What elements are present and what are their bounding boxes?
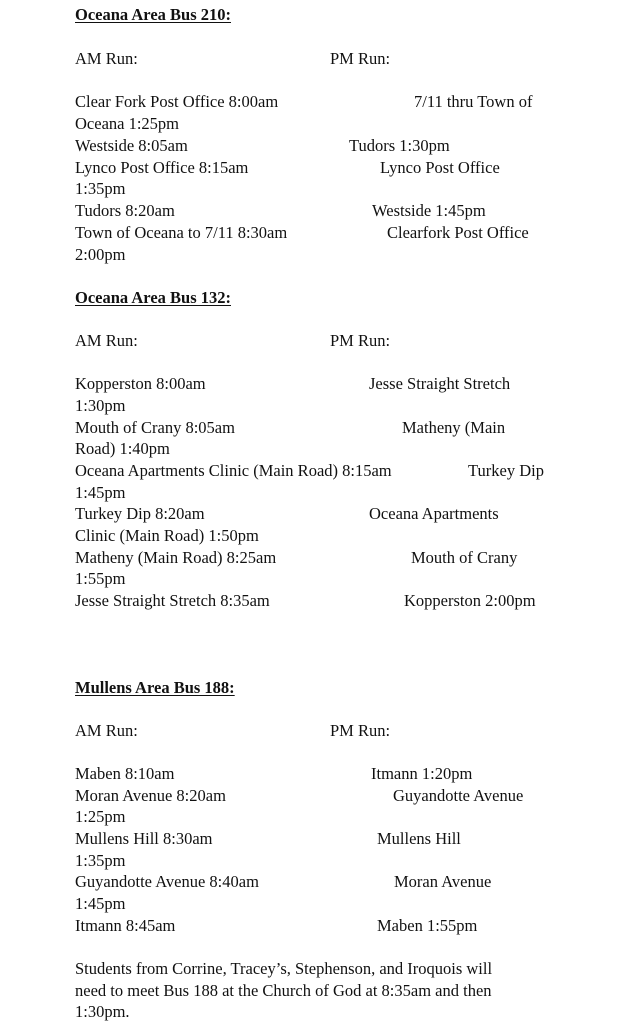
am-stop-continued: 2:00pm: [75, 245, 126, 264]
pm-run-label: PM Run:: [330, 721, 391, 740]
pm-stop: Turkey Dip: [468, 461, 544, 480]
am-stop: Maben 8:10am: [75, 764, 175, 783]
pm-stop: Maben 1:55pm: [377, 916, 478, 935]
footer-note-line: 1:30pm.: [75, 1002, 130, 1021]
pm-stop: Clearfork Post Office: [387, 223, 529, 242]
am-stop: Tudors 8:20am: [75, 201, 175, 220]
am-run-label: AM Run:: [75, 721, 138, 740]
am-stop-continued: 1:45pm: [75, 894, 126, 913]
footer-note-line: need to meet Bus 188 at the Church of God at 8:35am and then: [75, 981, 492, 1000]
footer-note-line: Students from Corrine, Tracey’s, Stephenson, and Iroquois will: [75, 959, 493, 978]
section-title-bus-210: Oceana Area Bus 210:: [75, 5, 231, 24]
am-stop: Lynco Post Office 8:15am: [75, 158, 249, 177]
am-stop: Mouth of Crany 8:05am: [75, 418, 235, 437]
pm-stop: Tudors 1:30pm: [349, 136, 450, 155]
pm-stop: Kopperston 2:00pm: [404, 591, 536, 610]
pm-stop: Jesse Straight Stretch: [369, 374, 511, 393]
am-stop: Westside 8:05am: [75, 136, 188, 155]
am-stop-continued: Clinic (Main Road) 1:50pm: [75, 526, 259, 545]
pm-stop: Moran Avenue: [394, 872, 492, 891]
am-stop-continued: 1:35pm: [75, 851, 126, 870]
am-stop-continued: 1:35pm: [75, 179, 126, 198]
pm-stop: Matheny (Main: [402, 418, 506, 437]
am-stop: Matheny (Main Road) 8:25am: [75, 548, 277, 567]
pm-stop: 7/11 thru Town of: [414, 92, 533, 111]
am-stop: Moran Avenue 8:20am: [75, 786, 226, 805]
am-stop-continued: 1:45pm: [75, 483, 126, 502]
pm-stop: Mouth of Crany: [411, 548, 518, 567]
pm-stop: Mullens Hill: [377, 829, 461, 848]
am-stop-continued: 1:30pm: [75, 396, 126, 415]
pm-stop: Lynco Post Office: [380, 158, 500, 177]
am-stop: Itmann 8:45am: [75, 916, 176, 935]
am-stop: Kopperston 8:00am: [75, 374, 206, 393]
am-stop: Oceana Apartments Clinic (Main Road) 8:15am: [75, 461, 392, 480]
am-stop: Turkey Dip 8:20am: [75, 504, 205, 523]
pm-run-label: PM Run:: [330, 49, 391, 68]
am-stop: Jesse Straight Stretch 8:35am: [75, 591, 270, 610]
section-title-bus-188: Mullens Area Bus 188:: [75, 678, 235, 697]
am-stop-continued: Oceana 1:25pm: [75, 114, 180, 133]
am-stop-continued: 1:55pm: [75, 569, 126, 588]
am-stop: Clear Fork Post Office 8:00am: [75, 92, 279, 111]
am-stop-continued: Road) 1:40pm: [75, 439, 170, 458]
am-stop-continued: 1:25pm: [75, 807, 126, 826]
am-stop: Mullens Hill 8:30am: [75, 829, 213, 848]
pm-stop: Oceana Apartments: [369, 504, 499, 523]
pm-stop: Itmann 1:20pm: [371, 764, 473, 783]
pm-run-label: PM Run:: [330, 331, 391, 350]
am-run-label: AM Run:: [75, 49, 138, 68]
pm-stop: Westside 1:45pm: [372, 201, 486, 220]
am-stop: Town of Oceana to 7/11 8:30am: [75, 223, 288, 242]
am-run-label: AM Run:: [75, 331, 138, 350]
am-stop: Guyandotte Avenue 8:40am: [75, 872, 259, 891]
pm-stop: Guyandotte Avenue: [393, 786, 524, 805]
section-title-bus-132: Oceana Area Bus 132:: [75, 288, 231, 307]
